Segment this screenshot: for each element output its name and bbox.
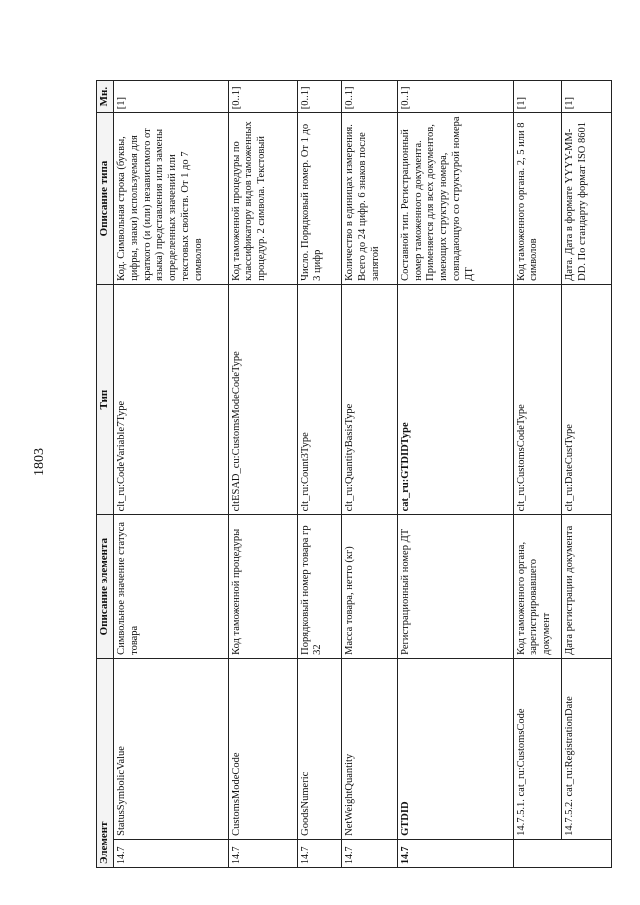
element-type: clt_ru:QuantityBasisType [342, 284, 398, 515]
page-number: 1803 [32, 448, 47, 476]
element-type: clt_ru:DateCustType [561, 284, 611, 515]
type-description: Код. Символьная строка (буквы, цифры, знаки) используемая для краткого (и (или) независимого от языка) представления или замены определенных значений или текстовых свойств. От 1 до 7 символов [114, 113, 229, 285]
multiplicity: [0..1] [397, 81, 513, 113]
multiplicity: [0..1] [228, 81, 297, 113]
type-description: Код таможенной процедуры по классификатору видов таможенных процедур. 2 символа. Текстовый [228, 113, 297, 285]
subrow-number: 14.7.5.2. [563, 799, 575, 836]
row-spacer [513, 839, 561, 867]
element-type: cat_ru:GTDIDType [397, 284, 513, 515]
rotated-page-content [96, 80, 612, 868]
table-row [342, 81, 398, 868]
header-row [97, 81, 114, 868]
type-description: Код таможенного органа. 2, 5 или 8 символов [513, 113, 561, 285]
table-row [397, 81, 513, 868]
multiplicity: [1] [114, 81, 229, 113]
element-name: NetWeightQuantity [342, 658, 398, 839]
table-row [561, 81, 611, 868]
multiplicity: [1] [561, 81, 611, 113]
header-element: Элемент [97, 658, 114, 867]
element-description: Код таможенной процедуры [228, 515, 297, 658]
element-name [513, 658, 561, 839]
element-description: Масса товара, нетто (кг) [342, 515, 398, 658]
type-description: Количество в единицах измерения. Всего до 24 цифр. 6 знаков после запятой [342, 113, 398, 285]
element-name: CustomsModeCode [228, 658, 297, 839]
row-number: 14.7 [342, 839, 398, 867]
schema-table [96, 80, 612, 868]
element-type: clt_ru:CodeVariable7Type [114, 284, 229, 515]
table-row [228, 81, 297, 868]
element-type: clt_ru:CustomsCodeType [513, 284, 561, 515]
element-description: Дата регистрации документа [561, 515, 611, 658]
row-number: 14.7 [297, 839, 342, 867]
type-description: Дата. Дата в формате YYYY-MM-DD. По стандарту формат ISO 8601 [561, 113, 611, 285]
row-number: 14.7 [114, 839, 229, 867]
table-row [513, 81, 561, 868]
header-type-description: Описание типа [97, 113, 114, 285]
type-description: Число. Порядковый номер. От 1 до 3 цифр [297, 113, 342, 285]
header-multiplicity: Мн. [97, 81, 114, 113]
subrow-number: 14.7.5.1. [515, 799, 527, 836]
table-row [114, 81, 229, 868]
row-number: 14.7 [228, 839, 297, 867]
element-type: cltESAD_cu:CustomsModeCodeType [228, 284, 297, 515]
element-description: Символьное значение статуса товара [114, 515, 229, 658]
element-name: GoodsNumeric [297, 658, 342, 839]
header-element-description: Описание элемента [97, 515, 114, 658]
element-description: Регистрационный номер ДТ [397, 515, 513, 658]
table-row [297, 81, 342, 868]
header-type: Тип [97, 284, 114, 515]
element-name: GTDID [397, 658, 513, 839]
type-description: Составной тип. Регистрационный номер таможенного документа. Применяется для всех документов, имеющих структуру номера, совпадающую со структурой номера ДТ [397, 113, 513, 285]
multiplicity: [0..1] [342, 81, 398, 113]
element-name [561, 658, 611, 839]
multiplicity: [0..1] [297, 81, 342, 113]
element-description: Код таможенного органа, зарегистрировавшего документ [513, 515, 561, 658]
row-spacer [561, 839, 611, 867]
multiplicity: [1] [513, 81, 561, 113]
subrow-name: cat_ru:RegistrationDate [563, 696, 575, 797]
subrow-name: cat_ru:CustomsCode [515, 708, 527, 797]
row-number: 14.7 [397, 839, 513, 867]
element-name: StatusSymbolicValue [114, 658, 229, 839]
element-type: clt_ru:Count3Type [297, 284, 342, 515]
element-description: Порядковый номер товара гр 32 [297, 515, 342, 658]
